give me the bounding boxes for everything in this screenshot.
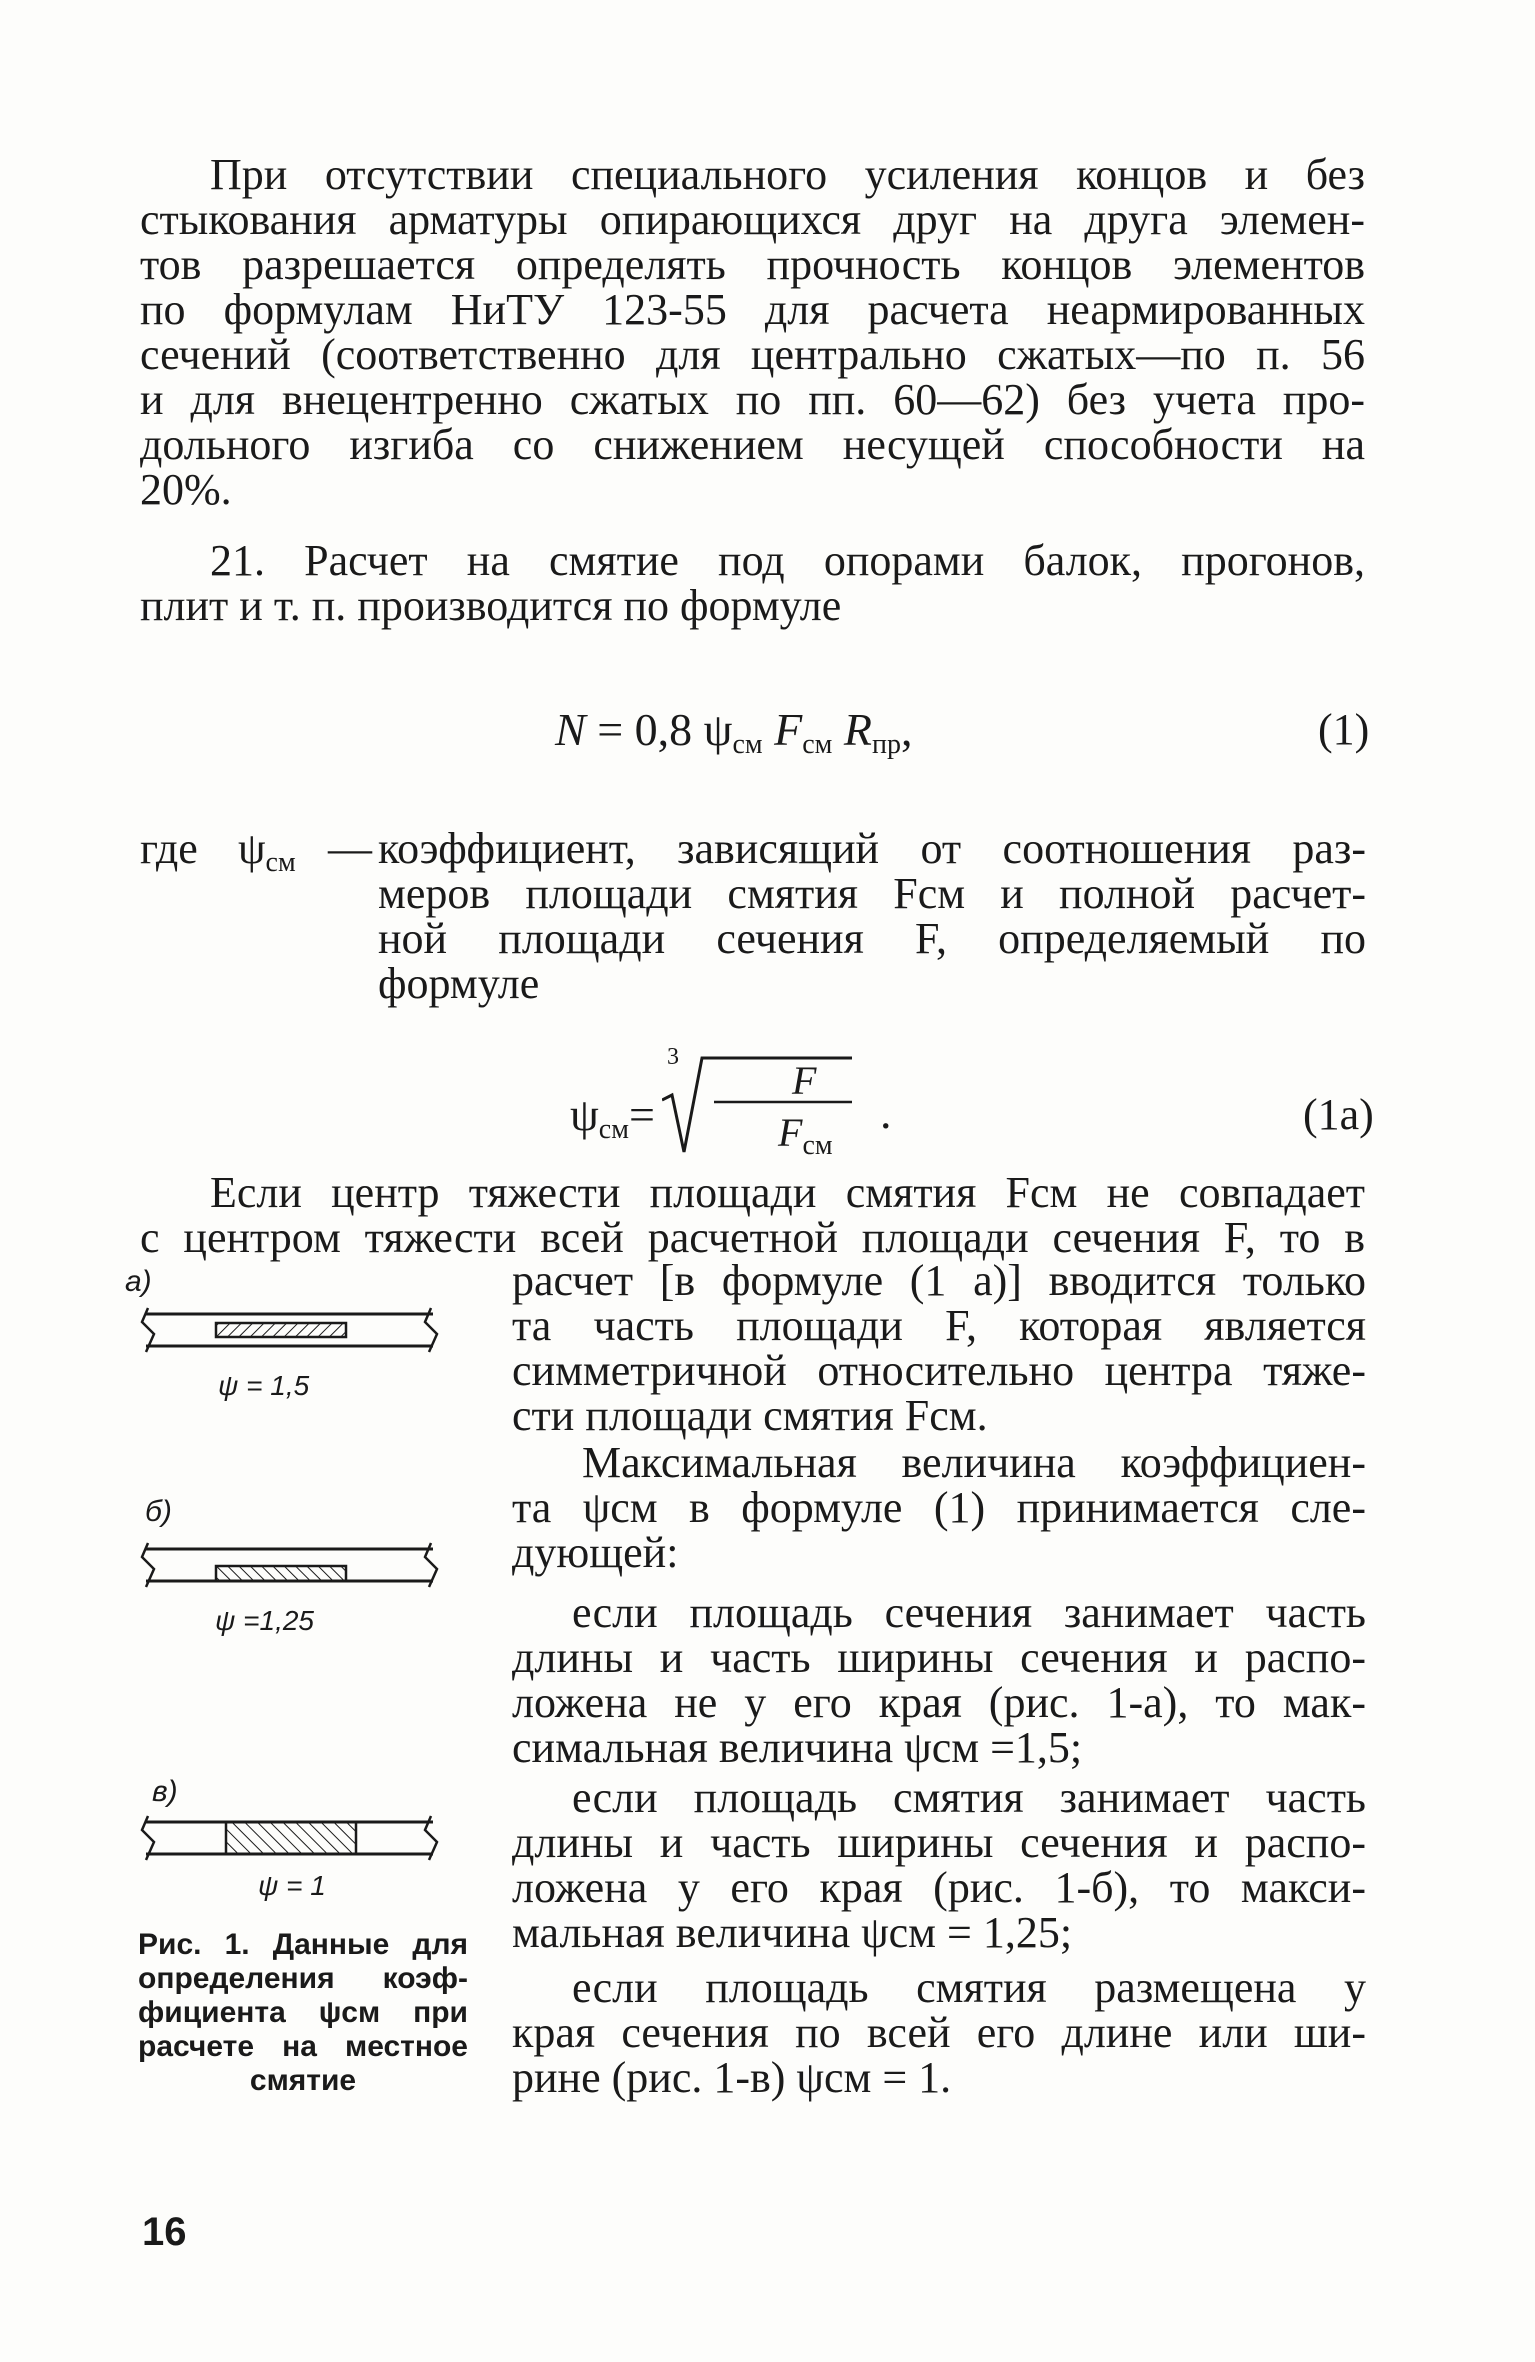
formula-1a: $\psi_{см}=$ 3 F $F_{см}$ . xyxy=(570,1040,930,1160)
diagram-a xyxy=(128,1300,448,1360)
text-line: края сечения по всей его длине или ши- xyxy=(512,2008,1366,2057)
where-symbol: $\psi_{см}$ xyxy=(238,824,296,878)
case-a xyxy=(512,1590,1366,1770)
paragraph-3-narrow xyxy=(512,1258,1366,1438)
figure-caption xyxy=(138,1928,468,2098)
text-line: если площадь смятия занимает часть xyxy=(572,1773,1366,1822)
where-prefix: где xyxy=(140,824,198,873)
paragraph-3 xyxy=(140,1170,1365,1260)
fraction-denominator: $F_{см}$ xyxy=(778,1110,833,1161)
text-line: формуле xyxy=(378,959,540,1008)
where-definition-cont xyxy=(378,871,1366,1006)
paragraph-2 xyxy=(140,538,1365,628)
diagram-c xyxy=(128,1808,448,1868)
text-line: При отсутствии специального усиления концов и без xyxy=(210,150,1365,199)
text-line: ложена не у его края (рис. 1-а), то мак- xyxy=(512,1678,1366,1727)
diagram-b xyxy=(128,1535,448,1595)
psi-value-a: ψ = 1,5 xyxy=(218,1370,310,1401)
figure-label-c: в) xyxy=(152,1775,178,1808)
caption-line: Рис. 1. Данные для xyxy=(138,1928,468,1961)
text-line: Если центр тяжести площади смятия Fсм не совпадает xyxy=(210,1168,1365,1217)
psi-value-b: ψ =1,25 xyxy=(215,1605,314,1636)
page-number: 16 xyxy=(142,2210,187,2254)
caption-line: фициента ψсм при xyxy=(138,1996,468,2029)
text-line: 20%. xyxy=(140,465,232,514)
text-line: ложена у его края (рис. 1-б), то макси- xyxy=(512,1863,1366,1912)
text-line: рине (рис. 1-в) ψсм = 1. xyxy=(512,2053,952,2102)
text-line: симметричной относительно центра тяже- xyxy=(512,1346,1366,1395)
text-line: сечений (соответственно для центрально сжатых—по п. 56 xyxy=(140,330,1365,379)
text-line: сти площади смятия Fсм. xyxy=(512,1391,988,1440)
text-line: дующей: xyxy=(512,1528,679,1577)
text-line: если площадь сечения занимает часть xyxy=(572,1588,1366,1637)
formula-1a-number: (1a) xyxy=(1303,1090,1374,1139)
text-line: расчет [в формуле (1 а)] вводится только xyxy=(512,1256,1366,1305)
text-line: Максимальная величина коэффициен- xyxy=(582,1438,1366,1487)
where-dash: — xyxy=(328,824,372,873)
text-line: длины и часть ширины сечения и распо- xyxy=(512,1818,1366,1867)
root-index: 3 xyxy=(667,1044,679,1070)
text-line: та ψсм в формуле (1) принимается сле- xyxy=(512,1483,1366,1532)
caption-line: смятие xyxy=(249,2064,357,2097)
formula-1: N = 0,8 $\psi_{см}$ $F_{см}$ $R_{пр}$, xyxy=(555,704,913,760)
text-line: если площадь смятия размещена у xyxy=(572,1963,1366,2012)
case-b xyxy=(512,1775,1366,1955)
case-c xyxy=(512,1965,1366,2100)
where-definition xyxy=(378,826,1366,871)
figure-label-b: б) xyxy=(145,1495,172,1528)
paragraph-1 xyxy=(140,152,1365,512)
figure-label-a: а) xyxy=(125,1265,152,1298)
text-line: меров площади смятия Fсм и полной расчет- xyxy=(378,869,1366,918)
text-line: стыкования арматуры опирающихся друг на друга элемен- xyxy=(140,195,1365,244)
psi-value-c: ψ = 1 xyxy=(258,1870,326,1901)
formula-1-number: (1) xyxy=(1318,705,1370,754)
text-line: коэффициент, зависящий от соотношения раз- xyxy=(378,824,1366,873)
text-line: и для внецентренно сжатых по пп. 60—62) без учета про- xyxy=(140,375,1365,424)
text-line: плит и т. п. производится по формуле xyxy=(140,581,842,630)
text-line: ной площади сечения F, определяемый по xyxy=(378,914,1366,963)
caption-line: расчете на местное xyxy=(138,2030,468,2063)
text-line: тов разрешается определять прочность концов элементов xyxy=(140,240,1365,289)
caption-line: определения коэф- xyxy=(138,1962,468,1995)
fraction-numerator: F xyxy=(792,1058,817,1103)
text-line: с центром тяжести всей расчетной площади сечения F, то в xyxy=(140,1213,1365,1262)
text-line: дольного изгиба со снижением несущей способности на xyxy=(140,420,1365,469)
text-line: симальная величина ψсм =1,5; xyxy=(512,1723,1083,1772)
text-line: по формулам НиТУ 123-55 для расчета неармированных xyxy=(140,285,1365,334)
text-line: мальная величина ψсм = 1,25; xyxy=(512,1908,1073,1957)
text-line: 21. Расчет на смятие под опорами балок, прогонов, xyxy=(210,536,1365,585)
paragraph-4 xyxy=(512,1440,1366,1575)
text-line: та часть площади F, которая является xyxy=(512,1301,1366,1350)
text-line: длины и часть ширины сечения и распо- xyxy=(512,1633,1366,1682)
